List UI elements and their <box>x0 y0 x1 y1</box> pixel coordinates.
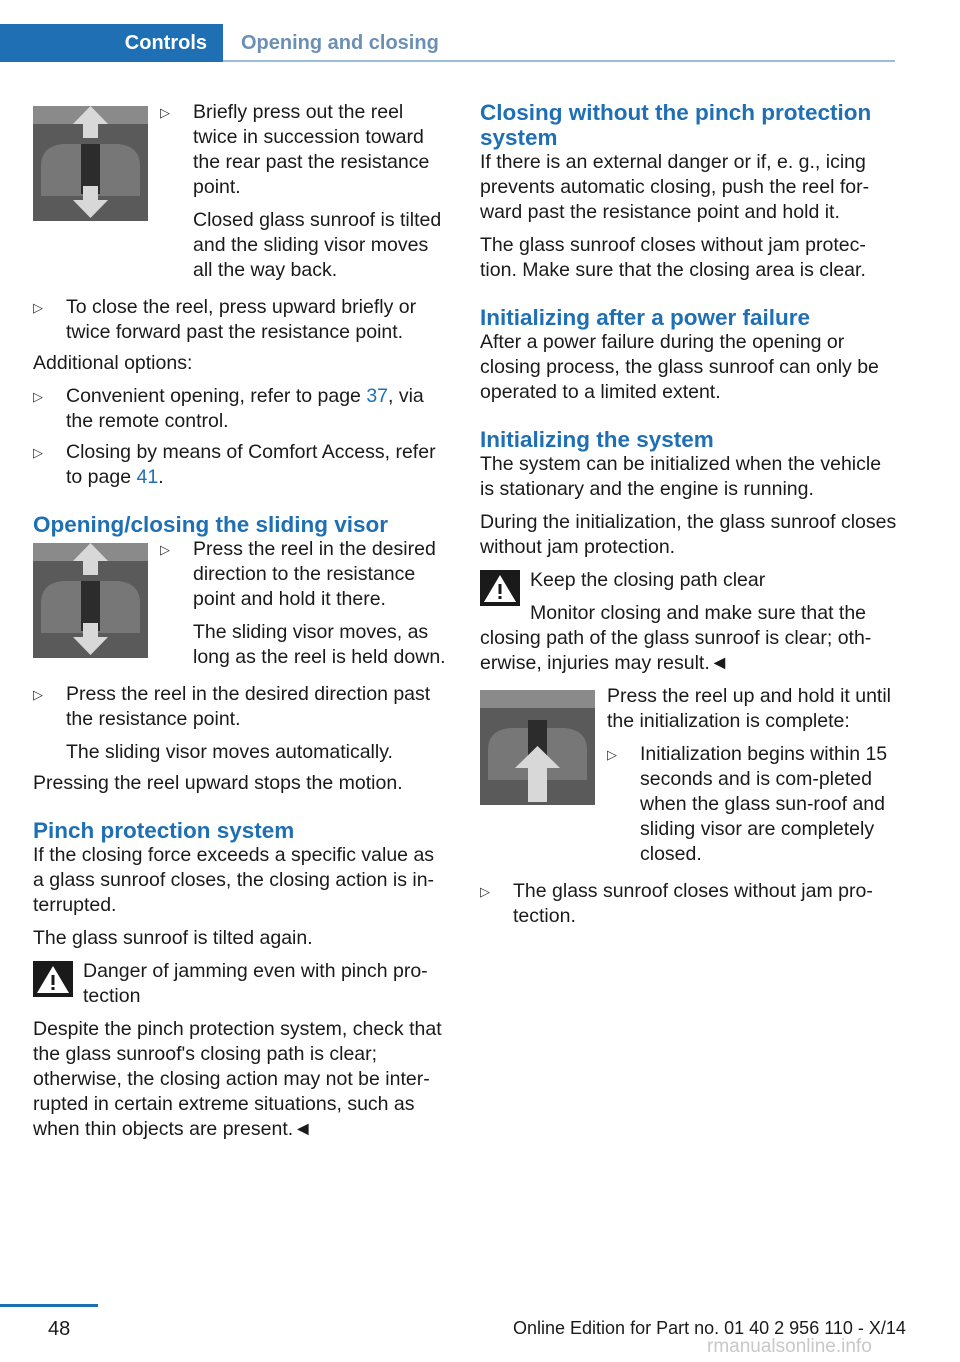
list-item <box>33 682 448 765</box>
paragraph: Press the reel up and hold it until the initialization is complete: <box>607 685 892 732</box>
list-item <box>480 879 898 929</box>
figure-row-1 <box>33 100 448 289</box>
paragraph: Additional options: <box>33 352 193 374</box>
figure-3-text <box>607 684 898 873</box>
paragraph <box>66 384 448 434</box>
figure-2-text <box>160 537 448 676</box>
warning-body: Despite the pinch protection system, check that the glass sunroof's closing path is clear; otherwise, the closing action may not be inter-rupted in certain extreme situations, such as when thin objects are present.◄ <box>33 1018 442 1140</box>
bullet-arrow-icon: ▷ <box>33 300 43 315</box>
warning-triangle-icon <box>33 961 73 997</box>
warning-title: Danger of jamming even with pinch pro-tection <box>83 960 428 1007</box>
paragraph: During the initialization, the glass sunroof closes without jam protection. <box>480 511 897 558</box>
bullet-arrow-icon: ▷ <box>480 884 490 899</box>
paragraph: Closed glass sunroof is tilted and the sliding visor moves all the way back. <box>193 209 442 281</box>
bullet-arrow-icon: ▷ <box>607 747 617 762</box>
paragraph: The glass sunroof closes without jam pro-tection. <box>513 880 873 927</box>
bullet-arrow-icon: ▷ <box>33 445 43 460</box>
paragraph: To close the reel, press upward briefly or twice forward past the resistance point. <box>66 296 417 343</box>
paragraph: The sliding visor moves automatically. <box>66 741 393 763</box>
paragraph: Press the reel in the desired direction to the resistance point and hold it there. <box>193 538 436 610</box>
footer-rule <box>0 1304 98 1307</box>
right-column <box>480 100 898 935</box>
page-link-41[interactable]: 41 <box>136 466 159 488</box>
bullet-arrow-icon: ▷ <box>33 687 43 702</box>
paragraph: If there is an external danger or if, e. g., icing prevents automatic closing, push the reel for-ward past the resistance point and hold it. <box>480 151 870 223</box>
heading-closing-without-pinch: Closing without the pinch protection system <box>480 100 872 150</box>
warning-title: Keep the closing path clear <box>530 569 766 591</box>
page-link-37[interactable]: 37 <box>366 385 389 407</box>
list-item <box>33 440 448 490</box>
watermark: rmanualsonline.info <box>707 1336 872 1357</box>
text: , via the remote control. <box>66 385 424 432</box>
reel-control-image <box>33 543 148 658</box>
heading-sliding-visor: Opening/closing the sliding visor <box>33 512 389 537</box>
section-tab: Controls <box>0 24 223 62</box>
subsection-title: Opening and closing <box>241 32 439 54</box>
paragraph: Briefly press out the reel twice in succession toward the rear past the resistance point. <box>193 101 430 198</box>
bullet-arrow-icon: ▷ <box>160 105 170 120</box>
page-number: 48 <box>48 1318 71 1340</box>
heading-power-failure: Initializing after a power failure <box>480 305 811 330</box>
text: . <box>158 466 164 488</box>
list-item <box>160 537 448 670</box>
paragraph: The sliding visor moves, as long as the reel is held down. <box>193 621 446 668</box>
paragraph: The glass sunroof is tilted again. <box>33 927 313 949</box>
reel-control-image <box>33 106 148 221</box>
paragraph: After a power failure during the opening or closing process, the glass sunroof can only be operated to a limited extent. <box>480 331 879 403</box>
paragraph: Pressing the reel upward stops the motion. <box>33 772 403 794</box>
figure-row-3 <box>480 684 898 873</box>
heading-initializing-system: Initializing the system <box>480 427 714 452</box>
heading-pinch-protection: Pinch protection system <box>33 818 295 843</box>
warning-box <box>33 959 448 1009</box>
list-item <box>607 742 898 867</box>
warning-body: closing path of the glass sunroof is clear; oth-erwise, injuries may result.◄ <box>480 627 872 674</box>
warning-box <box>480 568 898 626</box>
header-rule <box>223 60 895 62</box>
figure-1-text <box>160 100 448 289</box>
left-column <box>33 100 448 1150</box>
paragraph: Initialization begins within 15 seconds and is com-pleted when the glass sun-roof and sliding visor are completely closed. <box>640 743 888 865</box>
paragraph: The system can be initialized when the vehicle is stationary and the engine is running. <box>480 453 882 500</box>
list-item <box>33 384 448 434</box>
list-item <box>160 100 448 283</box>
paragraph: Press the reel in the desired direction past the resistance point. <box>66 683 431 730</box>
bullet-arrow-icon: ▷ <box>160 542 170 557</box>
warning-triangle-icon <box>480 570 520 606</box>
text: Closing by means of Comfort Access, refer to page <box>66 441 436 488</box>
bullet-arrow-icon: ▷ <box>33 389 43 404</box>
edition-text: Online Edition for Part no. 01 40 2 956 110 - X/14 <box>513 1318 906 1338</box>
reel-control-image <box>480 690 595 805</box>
paragraph: If the closing force exceeds a specific value as a glass sunroof closes, the closing action is in-terrupted. <box>33 844 435 916</box>
text: Convenient opening, refer to page <box>66 385 367 407</box>
page-header <box>0 24 895 62</box>
figure-row-2 <box>33 537 448 676</box>
paragraph: The glass sunroof closes without jam protec-tion. Make sure that the closing area is clear. <box>480 234 866 281</box>
paragraph <box>66 440 448 490</box>
list-item <box>33 295 448 345</box>
warning-body-first-line: Monitor closing and make sure that the <box>530 602 867 624</box>
